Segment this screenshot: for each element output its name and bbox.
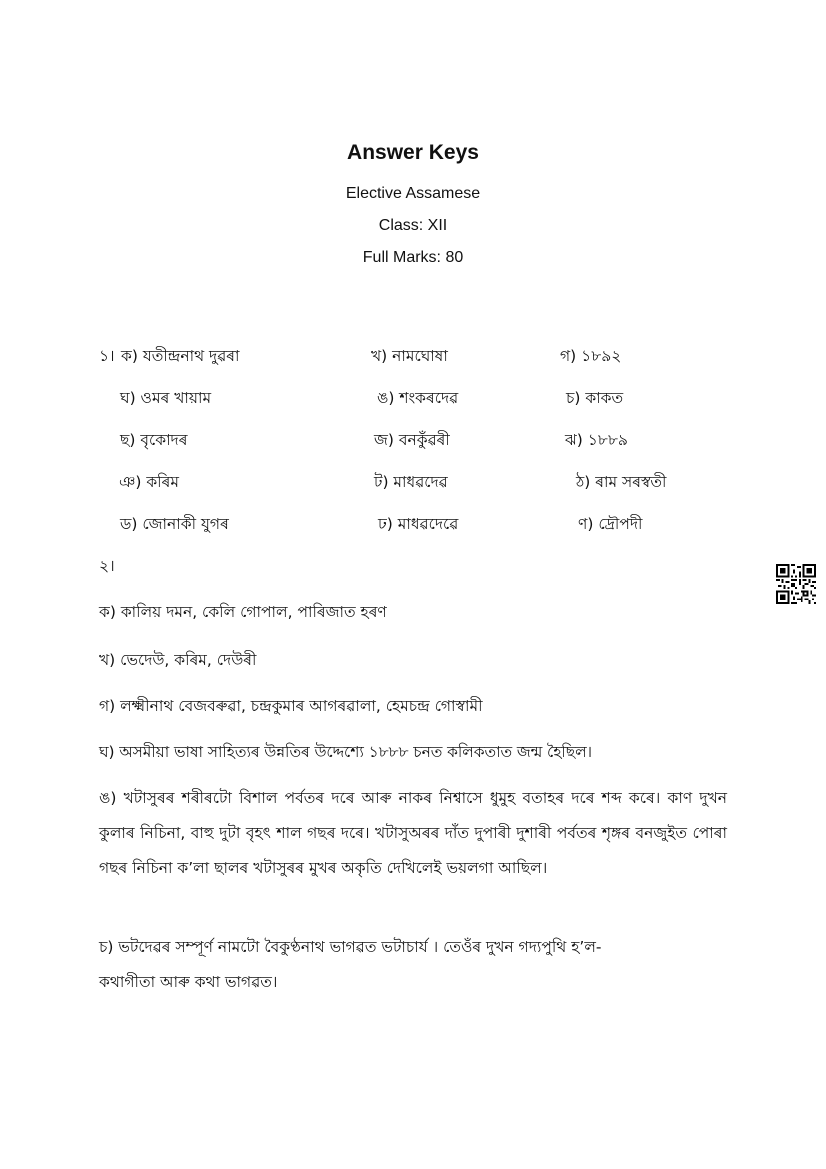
q1-answer-ja: জ) বনকুঁৱৰী: [374, 431, 450, 449]
q2-answer-nga: ঙ) খটাসুৰৰ শৰীৰটো বিশাল পৰ্বতৰ দৰে আৰু নাকৰ নিশ্বাসে ধুমুহ বতাহৰ দৰে শব্দ কৰে। কাণ দুখন কুলাৰ নিচিনা, বাহু দুটা বৃহৎ শাল গছৰ দৰে। খটাসুঅৰৰ দাঁত দুপাৰী দুশাৰী পৰ্বতৰ শৃঙ্গৰ বনজুইত পোৰা গছৰ নিচিনা ক’লা ছালৰ খটাসুৰৰ মুখৰ অকৃতি দেখিলেই ভয়লগা আছিল।: [99, 789, 727, 877]
q1-answer-ta: ট) মাধৱদেৱ: [374, 473, 448, 491]
q2-answer-cha-line1: চ) ভটদেৱৰ সম্পূৰ্ণ নামটো বৈকুণ্ঠনাথ ভাগৱত ভটাচাৰ্য । তেওঁৰ দুখন গদ্যপুথি হ’ল-: [99, 938, 602, 956]
q1-answer-cha: চ) কাকত: [566, 389, 624, 407]
q1-answer-tha: ঠ) ৰাম সৰস্বতী: [576, 473, 667, 491]
question-1-number: ১।: [99, 347, 115, 365]
q2-answer-ga: গ) লক্ষ্মীনাথ বেজবৰুৱা, চন্দ্ৰকুমাৰ আগৰৱালা, হেমচন্দ্ৰ গোস্বামী: [99, 697, 483, 715]
qr-code-icon: [776, 564, 816, 604]
q1-answer-dha: ঢ) মাধৱদেৱে: [378, 515, 459, 533]
page-title: Answer Keys: [347, 141, 479, 164]
q1-answer-gha: ঘ) ওমৰ খায়াম: [120, 389, 212, 407]
q1-answer-jha: ঝ) ১৮৮৯: [565, 431, 628, 449]
subject-line: Elective Assamese: [345, 185, 481, 202]
class-line: Class: XII: [378, 217, 448, 234]
q1-answer-ga: গ) ১৮৯২: [560, 347, 622, 365]
marks-line: Full Marks: 80: [362, 249, 464, 266]
q1-answer-ka: ক) যতীন্দ্ৰনাথ দুৱৰা: [121, 347, 240, 365]
question-2-number: ২।: [99, 557, 115, 575]
q2-answer-ka: ক) কালিয় দমন, কেলি গোপাল, পাৰিজাত হৰণ: [99, 603, 387, 621]
q1-answer-na: ণ) দ্ৰৌপদী: [578, 515, 643, 533]
q1-answer-kha: খ) নামঘোষা: [371, 347, 448, 365]
q1-answer-da: ড) জোনাকী যুগৰ: [120, 515, 229, 533]
q2-answer-cha-line2: কথাগীতা আৰু কথা ভাগৱত।: [99, 973, 278, 991]
q1-answer-chha: ছ) বৃকোদৰ: [120, 431, 188, 449]
q2-answer-gha: ঘ) অসমীয়া ভাষা সাহিত্যৰ উন্নতিৰ উদ্দেশ্যে ১৮৮৮ চনত কলিকতাত জন্ম হৈছিল।: [99, 743, 592, 761]
q1-answer-nya: ঞ) কৰিম: [119, 473, 179, 491]
q1-answer-nga: ঙ) শংকৰদেৱ: [377, 389, 459, 407]
q2-answer-kha: খ) ভেদেউ, কৰিম, দেউৰী: [99, 651, 257, 669]
